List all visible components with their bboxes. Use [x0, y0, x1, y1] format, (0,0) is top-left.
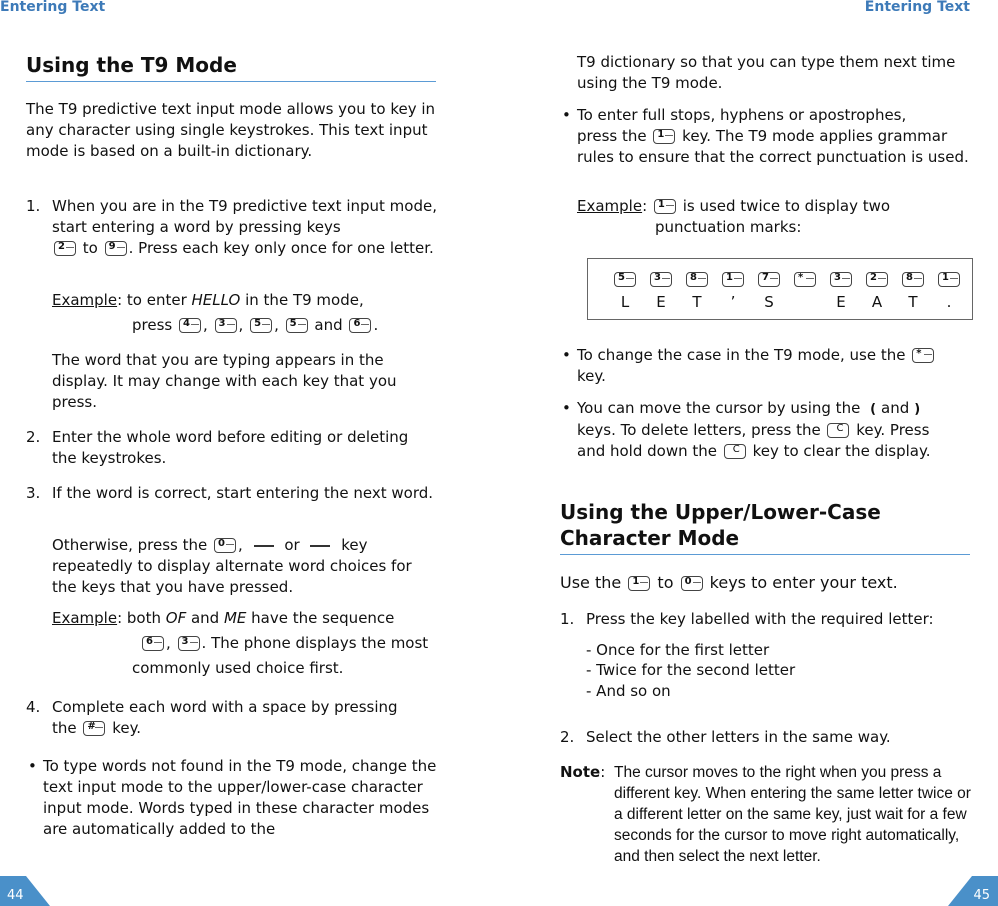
page-number: 44: [7, 888, 24, 903]
key-1-icon: 1: [654, 199, 676, 214]
step1-note: The word that you are typing appears in the display. It may change with each key that you press.: [52, 351, 397, 411]
bullet: •: [28, 757, 37, 775]
step1-text: Press the key labelled with the required letter:: [586, 610, 934, 628]
step3-otherwise: Otherwise, press the 0 , or key repeatedly to display alternate word choices for the keys that you have pressed.: [52, 536, 412, 596]
sequence-cell: 1 .: [936, 269, 962, 313]
step2-text: Select the other letters in the same way.: [586, 728, 891, 746]
example-of-me-keys: 6 , 3 . The phone displays the most: [140, 633, 440, 654]
left-arrow-key-icon: (: [870, 402, 877, 417]
key-1-icon: 1: [653, 129, 675, 144]
soft-key-left-icon: [254, 545, 274, 547]
sequence-cell: 8 T: [684, 269, 710, 313]
key-1-icon: 1: [722, 272, 744, 287]
page-number: 45: [973, 888, 990, 903]
key-3-icon: 3: [215, 318, 237, 333]
key-4-icon: 4: [179, 318, 201, 333]
right-page: [499, 0, 998, 906]
step2-text: Enter the whole word before editing or deleting the keystrokes.: [52, 428, 409, 467]
key-3-icon: 3: [830, 272, 852, 287]
key-6-icon: 6: [349, 318, 371, 333]
key-5-icon: 5: [250, 318, 272, 333]
step-number: 1.: [560, 610, 575, 628]
bullet-case: To change the case in the T9 mode, use the * key.: [577, 345, 972, 387]
bullet-cursor: You can move the cursor by using the ( and ) keys. To delete letters, press the C key. Press and hold down the C key to clear the display.: [577, 399, 931, 460]
list-line: - Twice for the second letter: [586, 661, 796, 679]
step3-text: If the word is correct, start entering the next word.: [52, 484, 434, 502]
key-3-icon: 3: [178, 636, 200, 651]
section-title: Using the T9 Mode: [26, 53, 237, 77]
step4-text: Complete each word with a space by pressing the # key.: [52, 698, 398, 737]
sequence-cell: 1 ’: [720, 269, 746, 313]
key-1-icon: 1: [938, 272, 960, 287]
example-punctuation-end: punctuation marks:: [655, 218, 802, 236]
example-punctuation: Example: 1 is used twice to display two: [577, 197, 891, 215]
title-rule: [560, 554, 970, 555]
key-5-icon: 5: [286, 318, 308, 333]
key-sequence-box: [587, 258, 973, 320]
example-of-me-end: commonly used choice first.: [132, 659, 344, 677]
continued-text: T9 dictionary so that you can type them next time using the T9 mode.: [577, 53, 956, 92]
sequence-cell: 3 E: [828, 269, 854, 313]
key-0-icon: 0: [681, 576, 703, 591]
key-1-icon: 1: [628, 576, 650, 591]
step-number: 2.: [560, 728, 575, 746]
sequence-cell: 7 S: [756, 269, 782, 313]
sequence-cell: [792, 269, 818, 292]
note-label: Note:: [560, 763, 606, 781]
key-6-icon: 6: [142, 636, 164, 651]
key-8-icon: 8: [686, 272, 708, 287]
key-star-icon: *: [794, 272, 816, 287]
sequence-cell: 3 E: [648, 269, 674, 313]
right-arrow-key-icon: ): [914, 402, 921, 417]
intro-paragraph: The T9 predictive text input mode allows you to key in any character using single keystrokes. This text input mode is based on a built-in dictionary.: [26, 100, 436, 160]
bullet: •: [562, 346, 571, 364]
section-title: Using the Upper/Lower-Case Character Mode: [560, 500, 881, 550]
step-number: 2.: [26, 428, 41, 446]
key-star-icon: *: [912, 348, 934, 363]
step-number: 3.: [26, 484, 41, 502]
key-9-icon: 9: [105, 241, 127, 256]
key-5-icon: 5: [614, 272, 636, 287]
bullet: •: [562, 399, 571, 417]
example-of-me: Example: both OF and ME have the sequence: [52, 609, 395, 627]
bullet-text: To type words not found in the T9 mode, change the text input mode to the upper/lower-case character input mode. Words typed in these character modes are automatically added to the: [43, 757, 437, 838]
title-rule: [26, 81, 436, 82]
key-2-icon: 2: [54, 241, 76, 256]
sequence-cell: 2 A: [864, 269, 890, 313]
sequence-cell: 8 T: [900, 269, 926, 313]
note-text: The cursor moves to the right when you press a different key. When entering the same letter twice or a different letter on the same key, just wait for a few seconds for the cursor to move right automatically, and then select the next letter.: [614, 764, 971, 865]
bullet: •: [562, 106, 571, 124]
key-hash-icon: #: [83, 721, 105, 736]
key-3-icon: 3: [650, 272, 672, 287]
step-number: 4.: [26, 698, 41, 716]
key-0-icon: 0: [214, 538, 236, 553]
step1-text: When you are in the T9 predictive text input mode, start entering a word by pressing keys 2 to 9 . Press each key only once for one letter.: [52, 197, 437, 257]
key-c-icon: C: [724, 444, 746, 459]
key-8-icon: 8: [902, 272, 924, 287]
bullet-punctuation: To enter full stops, hyphens or apostrophes, press the 1 key. The T9 mode applies grammar rules to ensure that the correct punctuation is used.: [577, 106, 969, 166]
page-number-tab: [948, 876, 998, 906]
example-hello: Example: to enter HELLO in the T9 mode,: [52, 291, 364, 309]
step-number: 1.: [26, 197, 41, 215]
running-header: Entering Text: [864, 0, 970, 15]
running-header: Entering Text: [0, 0, 106, 15]
example-hello-keys: press 4 , 3 , 5 , 5 and 6 .: [132, 316, 379, 334]
list-line: - Once for the first letter: [586, 641, 770, 659]
soft-key-right-icon: [310, 545, 330, 547]
key-c-icon: C: [827, 423, 849, 438]
key-7-icon: 7: [758, 272, 780, 287]
key-2-icon: 2: [866, 272, 888, 287]
use-keys-text: Use the 1 to 0 keys to enter your text.: [560, 573, 898, 592]
page-number-tab: [0, 876, 50, 906]
list-line: - And so on: [586, 682, 671, 700]
sequence-cell: 5 L: [612, 269, 638, 313]
